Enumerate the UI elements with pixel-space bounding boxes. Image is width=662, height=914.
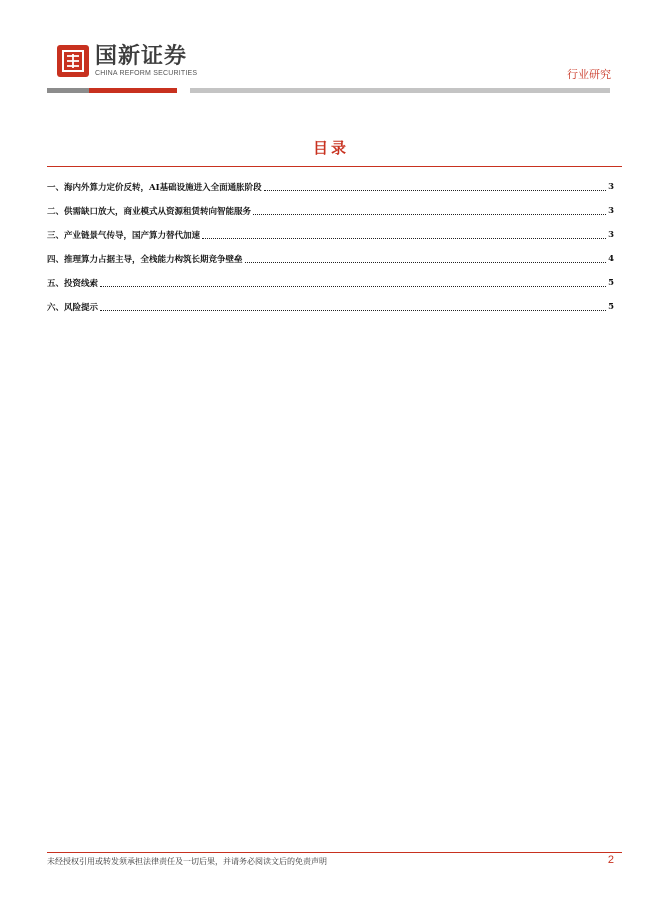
company-logo [57, 43, 197, 79]
header-bar-gray-right [190, 88, 610, 93]
toc-entry-text: 三、产业链景气传导，国产算力替代加速 [47, 231, 201, 241]
toc-entry-page: 3 [608, 230, 614, 240]
toc-title: 目录 [312, 139, 349, 157]
toc-entry-page: 5 [608, 278, 614, 288]
table-of-contents [47, 175, 614, 319]
logo-glyph-icon [60, 48, 86, 74]
toc-entry-text: 六、风险提示 [47, 303, 99, 313]
toc-entry[interactable] [47, 247, 614, 271]
toc-entry-page: 3 [608, 182, 614, 192]
header-bar-red [89, 88, 177, 93]
toc-leader-dots [264, 190, 607, 191]
toc-entry-text: 四、推理算力占据主导，全栈能力构筑长期竞争壁垒 [47, 255, 243, 265]
logo-mark-icon [57, 45, 89, 77]
footer-disclaimer: 未经授权引用或转发须承担法律责任及一切后果，并请务必阅读文后的免责声明 [47, 857, 327, 866]
report-category-label: 行业研究 [567, 68, 611, 81]
header-bar-gray-left [47, 88, 89, 93]
toc-leader-dots [202, 238, 606, 239]
logo-chinese-name: 国新证券 [95, 43, 188, 69]
toc-entry-text: 五、投资线索 [47, 279, 99, 289]
toc-entry[interactable] [47, 199, 614, 223]
page-number: 2 [607, 854, 614, 866]
toc-leader-dots [253, 214, 606, 215]
footer-divider [47, 852, 622, 853]
toc-leader-dots [100, 310, 606, 311]
toc-entry[interactable] [47, 295, 614, 319]
toc-leader-dots [100, 286, 606, 287]
toc-entry[interactable] [47, 271, 614, 295]
toc-entry-page: 5 [608, 302, 614, 312]
toc-entry-page: 4 [608, 254, 614, 264]
toc-divider [47, 166, 622, 167]
logo-english-name: CHINA REFORM SECURITIES [95, 69, 198, 77]
toc-entry[interactable] [47, 175, 614, 199]
toc-entry[interactable] [47, 223, 614, 247]
toc-entry-page: 3 [608, 206, 614, 216]
toc-entry-text: 二、供需缺口放大，商业模式从资源租赁转向智能服务 [47, 207, 252, 217]
toc-leader-dots [245, 262, 607, 263]
toc-entry-text: 一、海内外算力定价反转，AI基础设施进入全面通胀阶段 [47, 183, 262, 193]
